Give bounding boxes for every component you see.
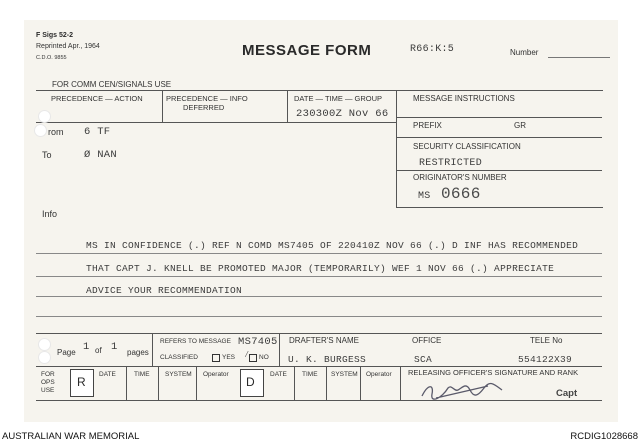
number-label: Number xyxy=(510,48,539,57)
for-ops-use-label: FOR OPS USE xyxy=(41,371,55,394)
classified-label: CLASSIFIED xyxy=(160,354,198,361)
classified-yes-checkbox xyxy=(212,354,220,362)
message-rule xyxy=(36,316,602,317)
ops-col-system: SYSTEM xyxy=(165,371,192,378)
message-line-1: MS IN CONFIDENCE (.) REF N COMD MS7405 OF 220410Z NOV 66 (.) D INF HAS RECOMMENDED xyxy=(86,240,579,251)
page-number: 1 xyxy=(83,341,90,353)
yes-label: YES xyxy=(222,354,236,361)
grid-divider-1 xyxy=(162,90,163,122)
form-code: F Sigs 52-2 xyxy=(36,32,73,39)
footer-source: AUSTRALIAN WAR MEMORIAL xyxy=(2,431,140,442)
message-instructions-label: MESSAGE INSTRUCTIONS xyxy=(413,94,515,103)
message-rule xyxy=(36,296,602,297)
reprinted-note: Reprinted Apr., 1964 xyxy=(36,43,100,50)
originator-prefix: MS xyxy=(418,191,431,202)
ops-divider xyxy=(360,366,361,400)
prefix-line xyxy=(396,137,602,138)
page-total: 1 xyxy=(111,341,118,353)
bottom-top-line xyxy=(36,333,602,334)
originator-number: 0666 xyxy=(441,185,481,203)
message-rule xyxy=(36,276,602,277)
security-classification-label: SECURITY CLASSIFICATION xyxy=(413,142,521,151)
footer-id: RCDIG1028668 xyxy=(570,431,638,442)
ops-col-date: DATE xyxy=(99,371,116,378)
ops-divider xyxy=(294,366,295,400)
ops-divider xyxy=(400,366,401,400)
precedence-action-label: PRECEDENCE — ACTION xyxy=(51,94,143,103)
ops-divider xyxy=(126,366,127,400)
grid-divider-2 xyxy=(287,90,288,122)
ops-divider xyxy=(326,366,327,400)
drafters-name-label: DRAFTER'S NAME xyxy=(289,336,359,345)
to-value: Ø NAN xyxy=(84,149,118,161)
bottom-end-line xyxy=(36,400,602,401)
releasing-officer-label: RELEASING OFFICER'S SIGNATURE AND RANK xyxy=(408,368,579,377)
ops-col-system-2: SYSTEM xyxy=(331,371,358,378)
to-label: To xyxy=(42,150,52,160)
bottom-divider xyxy=(279,333,280,366)
grid-bottom-line xyxy=(36,122,396,123)
bottom-mid-line xyxy=(36,366,602,367)
office-value: SCA xyxy=(414,354,433,365)
punch-hole xyxy=(38,110,51,123)
of-label: of xyxy=(95,346,102,355)
refers-to-label: REFERS TO MESSAGE xyxy=(160,338,231,345)
comm-cen-label: FOR COMM CEN/SIGNALS USE xyxy=(52,80,172,89)
classified-no-checkbox xyxy=(249,354,257,362)
no-label: NO xyxy=(259,354,269,361)
from-value: 6 TF xyxy=(84,126,111,138)
ops-col-date-2: DATE xyxy=(270,371,287,378)
ops-divider xyxy=(196,366,197,400)
page-label: Page xyxy=(57,348,76,357)
from-label: rom xyxy=(48,127,64,137)
prefix-label: PREFIX xyxy=(413,121,442,130)
info-label: Info xyxy=(42,209,58,219)
bottom-divider xyxy=(152,333,153,366)
instructions-line xyxy=(396,117,602,118)
dtg-value: 230300Z Nov 66 xyxy=(296,108,389,120)
gr-label: GR xyxy=(514,121,526,130)
security-line xyxy=(396,170,602,171)
ops-col-operator-2: Operator xyxy=(366,371,392,378)
officer-rank: Capt xyxy=(556,388,578,399)
d-label: D xyxy=(246,375,255,389)
dtg-label: DATE — TIME — GROUP xyxy=(294,94,383,103)
punch-hole xyxy=(38,351,51,364)
office-label: OFFICE xyxy=(412,336,442,345)
punch-hole xyxy=(38,338,51,351)
tele-no-value: 554122X39 xyxy=(518,354,573,365)
ops-col-time-2: TIME xyxy=(302,371,318,378)
message-line-2: THAT CAPT J. KNELL BE PROMOTED MAJOR (TEMPORARILY) WEF 1 NOV 66 (.) APPRECIATE xyxy=(86,263,555,274)
cdo-number: C.D.O. 9855 xyxy=(36,55,67,61)
ops-col-operator: Operator xyxy=(203,371,229,378)
form-reference: R66:K:5 xyxy=(410,44,455,55)
tele-no-label: TELE No xyxy=(530,336,563,345)
number-line xyxy=(548,57,610,58)
ops-divider xyxy=(158,366,159,400)
originators-number-label: ORIGINATOR'S NUMBER xyxy=(413,173,507,182)
punch-hole xyxy=(34,124,47,137)
r-label: R xyxy=(77,375,86,389)
drafters-name-value: U. K. BURGESS xyxy=(288,354,367,365)
message-rule xyxy=(36,253,602,254)
pages-label: pages xyxy=(127,348,149,357)
security-classification-value: RESTRICTED xyxy=(419,158,483,169)
classified-no-mark: ⁄ xyxy=(244,350,250,360)
message-line-3: ADVICE YOUR RECOMMENDATION xyxy=(86,285,243,296)
form-title: MESSAGE FORM xyxy=(242,42,372,59)
ops-col-time: TIME xyxy=(134,371,150,378)
refers-to-value: MS7405 xyxy=(238,336,278,348)
precedence-info-label: PRECEDENCE — INFO xyxy=(166,94,248,103)
deferred-label: DEFERRED xyxy=(183,103,225,112)
